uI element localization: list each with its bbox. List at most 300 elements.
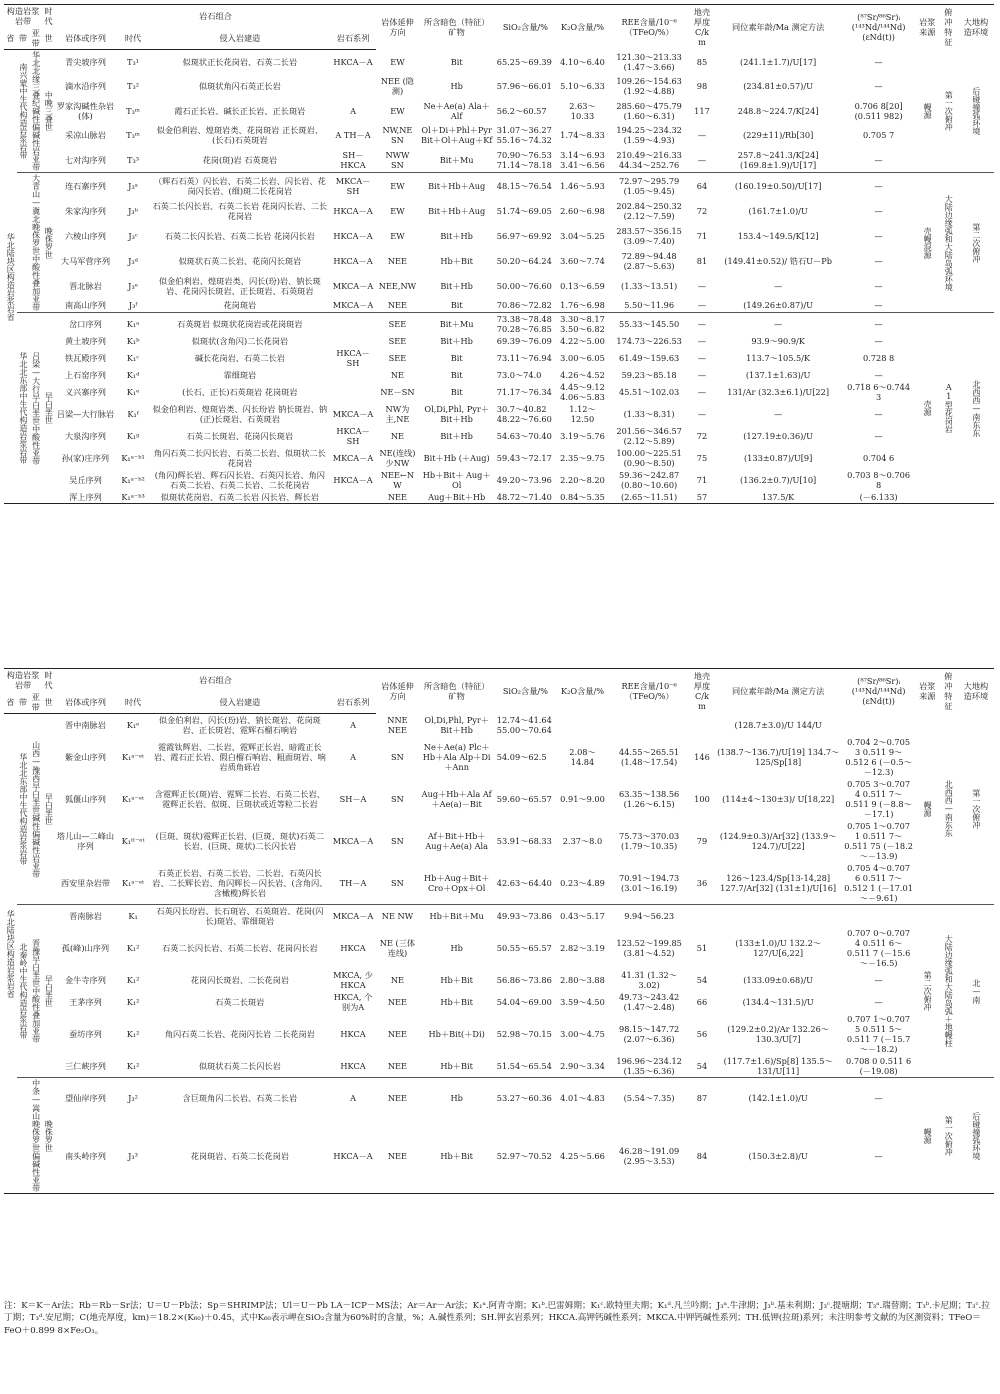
isotope-age-cell: (124.9±0.3)/Ar[32] (133.9～124.7)/U[22] [719, 831, 837, 851]
sio2-cell: 54.09～62.5 [496, 752, 547, 762]
strike-cell: EW [376, 173, 418, 199]
mafic-cell: Hb＋Bit [440, 997, 473, 1007]
sio2-cell: 59.60～65.57 [496, 794, 552, 804]
strike-cell: SN [391, 794, 404, 804]
hdr-sr-nd: (⁸⁷Sr/⁸⁶Sr)ᵢ (¹⁴³Nd/¹⁴⁴Nd) (εNd(t)) [851, 12, 906, 43]
k2o-cell: 2.20～8.20 [560, 475, 605, 485]
isotope-age-cell: (137.1±1.63)/U [745, 370, 811, 380]
strike-cell: NEE [387, 1029, 407, 1039]
hdr-sio2: SiO₂含量/% [502, 686, 548, 697]
subduction-cell: 大陆边缘弧和大陆岛弧＋地幔柱 [939, 905, 958, 1078]
mafic-cell: Hb＋Bit [440, 255, 473, 266]
age-cell: K₁ᵇ [126, 336, 140, 346]
table-row [4, 173, 994, 199]
mafic-cell: Aug＋Bit＋Hb [428, 492, 486, 502]
isotope-age-cell: (234.81±0.57)/U [743, 81, 814, 92]
table-row [4, 98, 994, 122]
intrusive-cell: 石英二长闪长岩、石英二长岩 花岗闪长岩、二长花岗岩 [152, 200, 328, 221]
sr-nd-cell: — [874, 997, 883, 1007]
mafic-cell: Bit＋Hb [440, 336, 473, 346]
crust-cell: 87 [689, 1078, 714, 1119]
crust-cell: — [697, 154, 707, 165]
table-row [4, 991, 994, 1013]
strike-cell: SN [391, 752, 404, 762]
k2o-cell: 4.25～5.66 [560, 1150, 605, 1161]
age-cell: K₁ [116, 905, 150, 928]
mafic-cell: Ol,Di,Phl, Pyr＋Bit＋Hb [424, 714, 489, 735]
table-row [4, 123, 994, 147]
sr-nd-cell: — [842, 313, 916, 336]
strike-cell: NEE,NW [378, 280, 417, 291]
hdr-rock-unit: 岩体或序列 [55, 691, 116, 714]
k2o-cell: 4.45～9.12 4.06～5.83 [560, 382, 605, 402]
hdr-era: 时代 [44, 6, 53, 26]
subbelt-cell: 大青山—冀北晚侏罗世中酸性叠加亚带 [29, 173, 42, 313]
k2o-cell: 3.59～4.50 [560, 997, 605, 1007]
intrusive-cell: 霏细斑岩 [223, 370, 257, 380]
hdr-strike: 岩体延伸方向 [381, 681, 414, 702]
hdr-subduction: 俯冲特征 [944, 671, 953, 712]
series-cell: SH－HKCA [340, 149, 366, 170]
isotope-age-cell: (114±4～130±3)/ U[18,22] [722, 794, 835, 804]
rock-unit-cell: 孙(家)庄序列 [61, 453, 110, 463]
table-row [4, 298, 994, 312]
sr-nd-cell: 0.728 8 [862, 353, 895, 363]
hdr-epoch: 世 [42, 691, 55, 714]
intrusive-cell: 似金伯利岩、煌斑岩类、花岗斑岩 正长斑岩、(长石)石英斑岩 [156, 125, 324, 146]
rock-unit-cell: 晋中南脉岩 [64, 720, 106, 730]
strike-cell: SEE [388, 353, 407, 363]
series-cell: HKCA－A [333, 475, 373, 485]
hdr-k2o: K₂O含量/% [560, 22, 605, 33]
k2o-cell: 1.74～8.33 [560, 130, 605, 141]
series-cell: TH－A [339, 878, 367, 888]
series-cell: HKCA－A [333, 205, 373, 216]
series-cell: A [330, 1078, 377, 1119]
ree-cell: 174.73～226.53 [616, 336, 682, 346]
strike-cell: EW [390, 205, 405, 216]
epoch-cell: 晚侏罗世 [42, 173, 55, 313]
sr-nd-cell: 0.704 6 [862, 453, 895, 463]
table-row [4, 905, 994, 928]
source-cell: 壳源 [916, 313, 939, 504]
hdr-province: 省 [4, 27, 17, 50]
sio2-cell: 70.86～72.82 [496, 300, 552, 311]
source-cell: 壳幔混源 [916, 173, 939, 313]
series-cell [330, 491, 377, 504]
series-cell: MKCA－A [332, 300, 374, 311]
hdr-sio2: SiO₂含量/% [502, 22, 548, 33]
isotope-age-cell: (133±0.87)/U[9] [743, 453, 813, 463]
series-cell: HKCA－A [333, 255, 373, 266]
upper-table-wrap [4, 4, 994, 504]
k2o-cell: 2.90～3.34 [560, 1061, 605, 1071]
intrusive-cell: 石英闪长玢岩、长石斑岩、石英斑岩、花岗(闪长)斑岩、霏细斑岩 [150, 905, 330, 928]
strike-cell: NE(连线) 少NW [379, 448, 416, 468]
table-row [4, 736, 994, 778]
belt-cell [17, 1078, 30, 1194]
series-cell [330, 313, 377, 336]
age-cell: K₁ᵃ⁻ᵉᵗ [121, 752, 145, 762]
table-row [4, 313, 994, 336]
age-cell: T₃¹ [127, 56, 140, 67]
setting-cell: 北西西—南东东 [958, 313, 994, 504]
isotope-age-cell: — [715, 313, 842, 336]
intrusive-cell: 似斑状石英二长岩、花岗闪长斑岩 [178, 255, 302, 266]
sr-nd-cell: — [874, 409, 883, 419]
sio2-cell: 51.74～69.05 [496, 205, 552, 216]
sio2-cell: 53.91～68.33 [496, 836, 552, 846]
intrusive-cell: 碱长花岗岩、石英二长岩 [194, 353, 285, 363]
table-row [4, 223, 994, 248]
isotope-age-cell: — [774, 409, 783, 419]
sr-nd-cell: 0.706 8[20] (0.511 982) [854, 100, 903, 121]
series-cell: SH－A [339, 794, 367, 804]
lower-header-row-1 [4, 669, 994, 692]
crust-cell: 66 [696, 997, 708, 1007]
table-row [4, 1078, 994, 1119]
sr-nd-cell [842, 714, 916, 737]
sr-nd-cell: 0.707 1～0.707 5 0.511 5～0.511 7 (－15.7～－18.2) [846, 1014, 911, 1054]
sr-nd-cell: — [874, 81, 883, 92]
crust-cell: 84 [696, 1150, 708, 1161]
intrusive-cell: 含霓辉正长(斑)岩、霓辉二长岩、石英二长岩、霓辉正长岩、似斑、巨斑状或近等粒二长岩 [154, 789, 325, 809]
age-cell: K₁ᵉ [126, 720, 140, 730]
strike-cell: NEE [387, 300, 407, 311]
rock-unit-cell: 南高山序列 [64, 300, 106, 311]
hdr-belt: 带 [17, 27, 30, 50]
k2o-cell: 2.60～6.98 [560, 205, 605, 216]
table-row [4, 1119, 994, 1194]
ree-cell: 59.36～242.87 (0.80～10.60) [618, 470, 680, 490]
age-cell: K₁ᵃ⁻ᵇ³ [121, 492, 145, 502]
strike-cell: NE [390, 370, 405, 380]
k2o-cell: 1.12～12.50 [569, 404, 596, 424]
sio2-cell: 57.96～66.01 [496, 81, 552, 92]
sio2-cell: 50.00～76.60 [496, 280, 552, 291]
table-row [4, 447, 994, 469]
mafic-cell: Bit [450, 353, 463, 363]
hdr-isotope-age: 同位素年龄/Ma 测定方法 [731, 22, 825, 33]
source-cell: 幔源 [916, 1078, 939, 1194]
hdr-setting: 大地构造环境 [963, 681, 989, 702]
subduction-cell: 大陆边缘弧和大陆岛弧环境 [939, 173, 958, 313]
ree-cell: 46.28～191.09 (2.95～3.53) [618, 1145, 680, 1166]
isotope-age-cell: 248.8～224.7/K[24] [737, 105, 819, 116]
k2o-cell: 2.63～10.33 [569, 100, 596, 121]
isotope-age-cell: (149.41±0.52)/ 锆石U－Pb [724, 255, 832, 266]
k2o-cell: 0.43～5.17 [556, 905, 609, 928]
isotope-age-cell: (127.19±0.36)/U [743, 431, 814, 441]
strike-cell: NEE [387, 1150, 407, 1161]
sio2-cell: 50.20～64.24 [496, 255, 552, 266]
intrusive-cell: 霞石正长岩、碱长正长岩、正长斑岩 [174, 105, 306, 116]
sr-nd-cell: 0.718 6～0.744 3 [847, 382, 911, 402]
crust-cell: — [697, 280, 707, 291]
crust-cell: 72 [696, 431, 708, 441]
table-row [4, 335, 994, 347]
k2o-cell: 2.80～3.88 [560, 975, 605, 985]
strike-cell: NE NW [376, 905, 418, 928]
series-cell: MKCA－SH [330, 173, 377, 199]
k2o-cell: 5.10～6.33 [560, 81, 605, 92]
sio2-cell: 42.63～64.40 [496, 878, 552, 888]
intrusive-cell: 似斑状角闪石英正长岩 [198, 81, 281, 92]
sio2-cell: 49.93～73.86 [495, 905, 556, 928]
hdr-setting: 大地构造环境 [963, 17, 989, 38]
strike-cell: NNE NEE [387, 714, 408, 735]
sr-nd-cell: 0.705 7 [862, 130, 895, 141]
age-cell: K₁ᶠ [127, 409, 139, 419]
table-row [4, 369, 994, 381]
isotope-age-cell: 153.4～149.5/K[12] [737, 230, 819, 241]
isotope-age-cell: (150.3±2.8)/U [748, 1150, 808, 1161]
sio2-cell: 48.15～76.54 [495, 173, 556, 199]
strike-cell: NE－SN [380, 387, 415, 397]
upper-table [4, 4, 994, 504]
table-row [4, 491, 994, 504]
k2o-cell [556, 714, 609, 737]
rock-unit-cell: 吴丘序列 [69, 475, 102, 485]
age-cell: T₃² [127, 81, 140, 92]
intrusive-cell: 花岗闪长斑岩、二长花岗岩 [190, 975, 289, 985]
sr-nd-cell: 0.707 0～0.707 4 0.511 6～0.511 7 (－15.6～－16.5) [846, 928, 911, 968]
ree-cell: 98.15～147.72 (2.07～6.36) [618, 1024, 680, 1044]
sr-nd-cell: — [874, 431, 883, 441]
series-cell [330, 74, 377, 98]
epoch-cell: 早白垩世 [42, 905, 55, 1078]
mafic-cell: Hb＋Bit(＋Di) [428, 1029, 485, 1039]
crust-cell: 98 [696, 81, 708, 92]
sr-nd-cell: (－6.133) [859, 492, 898, 502]
table-row [4, 50, 994, 74]
hdr-rock-unit: 岩体或序列 [55, 27, 116, 50]
rock-unit-cell: 六棱山序列 [64, 230, 106, 241]
ree-cell: (1.33～8.31) [623, 409, 675, 419]
crust-cell [689, 905, 714, 928]
intrusive-cell: (长石、正长)石英斑岩 花岗斑岩 [182, 387, 298, 397]
sio2-cell: 56.2～60.57 [496, 105, 547, 116]
age-cell: K₁ᵃ⁻ᵉᵗ [121, 878, 145, 888]
strike-cell: NEE [376, 1078, 418, 1119]
crust-cell: — [697, 353, 707, 363]
rock-unit-cell: 黄土坡序列 [64, 336, 106, 346]
table-row [4, 74, 994, 98]
mafic-cell: Hb [450, 81, 463, 92]
isotope-age-cell: 93.9～90.9/K [751, 336, 805, 346]
hdr-age: 时代 [116, 691, 150, 714]
age-cell: T₃³ [127, 154, 140, 165]
province-cell: 华北陆块区构造岩浆岩省 [6, 909, 16, 998]
rock-unit-cell: 滴水沿序列 [64, 81, 106, 92]
source-cell: 幔源 [923, 102, 933, 119]
rock-unit-cell: 狐偃山序列 [64, 794, 106, 804]
isotope-age-cell [715, 905, 842, 928]
intrusive-cell: (角闪)辉长岩、辉石闪长岩、石英闪长岩、角闪石英二长岩、石英二长岩、二长花岗岩 [154, 470, 325, 490]
sr-nd-cell: — [874, 300, 883, 311]
hdr-series: 岩石系列 [330, 691, 377, 714]
subbelt-cell: 吕梁—大行早白垩世中酸性亚带 [29, 313, 42, 504]
k2o-cell: 2.08～14.84 [569, 747, 596, 767]
age-cell: K₁ᵍ [126, 431, 140, 441]
hdr-province: 省 [4, 691, 17, 714]
rock-unit-cell: 吕梁—大行脉岩 [56, 409, 115, 419]
upper-header-row-1 [4, 5, 994, 28]
setting-cell: 第二次俯冲 [958, 173, 994, 313]
age-cell: K₁ᵃ⁻ᵇ¹ [121, 453, 145, 463]
ree-cell: 49.73～243.42 (1.47～2.48) [618, 992, 680, 1012]
sr-nd-cell: 0.704 2～0.705 3 0.511 9～0.512 6 (－0.5～－12.3) [845, 737, 912, 777]
age-cell: K₁ᵉ [126, 387, 140, 397]
crust-cell: 71 [696, 230, 708, 241]
hdr-rock-assemblage: 岩石组合 [199, 675, 232, 685]
age-cell: T₃ᵐ [126, 105, 140, 116]
rock-unit-cell: 铁瓦殿序列 [64, 353, 106, 363]
strike-cell: SEE [388, 336, 407, 346]
sr-nd-cell: 0.705 4～0.707 6 0.511 7～0.512 1 (－17.01～－9.61) [844, 863, 913, 903]
mafic-cell: Ne＋Ae(a) Plc＋Hb＋Ala Alp＋Di＋Ann [422, 742, 491, 772]
table-row [4, 248, 994, 273]
table-row [4, 198, 994, 223]
age-cell: K₁² [126, 943, 140, 953]
mafic-cell: Hb＋Bit [440, 1150, 473, 1161]
rock-unit-cell: 采凉山脉岩 [64, 130, 106, 141]
lower-table-body [4, 714, 994, 1194]
series-cell: A [350, 720, 356, 730]
sr-nd-cell [842, 905, 916, 928]
table-row [4, 1013, 994, 1055]
ree-cell: 201.56～346.57 (2.12～5.89) [616, 426, 682, 446]
k2o-cell: 0.13～6.59 [560, 280, 605, 291]
sio2-cell: 52.98～70.15 [496, 1029, 552, 1039]
sr-nd-cell: — [842, 1078, 916, 1119]
k2o-cell: 3.60～7.74 [560, 255, 605, 266]
sr-nd-cell: — [874, 975, 883, 985]
rock-unit-cell: 南头岭序列 [64, 1150, 106, 1161]
k2o-cell: 3.14～6.93 3.41～6.56 [560, 149, 605, 170]
hdr-isotope-age: 同位素年龄/Ma 测定方法 [731, 686, 825, 697]
crust-cell: — [697, 130, 707, 141]
ree-cell: 59.23～85.18 [621, 370, 677, 380]
strike-cell: NEE [387, 997, 407, 1007]
sio2-cell: 51.54～65.54 [496, 1061, 552, 1071]
hdr-intrusive: 侵入岩建造 [150, 691, 330, 714]
series-cell [330, 335, 377, 347]
hdr-series: 岩石系列 [330, 27, 377, 50]
crust-cell: 146 [694, 752, 710, 762]
series-cell: MKCA－A [332, 280, 374, 291]
k2o-cell: 2.35～9.75 [560, 453, 605, 463]
intrusive-cell: 花岗(斑)岩 石英斑岩 [202, 154, 278, 165]
ree-cell: 72.89～94.48 (2.87～5.63) [621, 250, 677, 271]
series-cell [330, 381, 377, 403]
subbelt-cell: 中条—嵩山晚侏罗世偏碱性亚带 [29, 1078, 42, 1194]
strike-cell: NE [390, 431, 405, 441]
belt-cell: 华北北东部中生代构造岩浆岩带 [18, 753, 28, 865]
k2o-cell: 3.00～4.75 [560, 1029, 605, 1039]
k2o-cell: 3.19～5.76 [560, 431, 605, 441]
mafic-cell: Ne＋Ae(a) Ala＋Alf [423, 100, 490, 121]
series-cell: MKCA－A [332, 409, 374, 419]
rock-unit-cell: 义兴寨序列 [64, 387, 106, 397]
intrusive-cell: 石英二长闪长岩、石英二长岩、花岗闪长岩 [162, 943, 318, 953]
hdr-crust: 地壳厚度C/km [693, 671, 711, 712]
sr-nd-cell: — [874, 205, 883, 216]
strike-cell: EW [390, 56, 405, 67]
sio2-cell: 52.97～70.52 [496, 1150, 552, 1161]
table-row [4, 381, 994, 403]
mafic-cell: Hb＋Aug＋Bit＋ Cro＋Opx＋Ol [424, 873, 490, 893]
mafic-cell: Hb＋Bit [440, 1061, 473, 1071]
sr-nd-cell: 0.705 3～0.707 4 0.511 7～0.511 9 (－8.8～－17.1) [845, 779, 912, 819]
ree-cell: 194.25～234.32 (1.59～4.93) [616, 125, 682, 146]
crust-cell: 64 [689, 173, 714, 199]
rock-unit-cell: 王茅序列 [69, 997, 102, 1007]
age-cell: J₃ᶜ [128, 230, 138, 241]
sio2-cell: 54.04～69.00 [496, 997, 552, 1007]
sr-nd-cell: 0.705 1～0.707 1 0.511 7～0.511 75 (－18.2～－13.9) [844, 821, 913, 861]
setting-cell: 后碰撞弧环境 [971, 86, 981, 135]
series-cell: MKCA－A [332, 453, 374, 463]
isotope-age-cell: (134.4～131.5)/U [742, 997, 814, 1007]
sio2-cell: 59.43～72.17 [496, 453, 552, 463]
upper-table-body [4, 50, 994, 504]
crust-cell: — [697, 370, 707, 380]
series-cell: MKCA, 少HKCA [333, 970, 373, 990]
crust-cell: 54 [696, 975, 708, 985]
epoch-cell: 早白垩世 [44, 793, 54, 825]
hdr-rock-assemblage: 岩石组合 [199, 11, 232, 21]
rock-unit-cell: 紫金山序列 [64, 752, 106, 762]
table-row [4, 347, 994, 369]
hdr-age: 时代 [116, 27, 150, 50]
sr-nd-cell: — [874, 336, 883, 346]
epoch-cell: 晚侏罗世 [42, 1078, 55, 1194]
rock-unit-cell: 朱家沟序列 [64, 205, 106, 216]
hdr-epoch: 世 [42, 27, 55, 50]
isotope-age-cell: (149.26±0.87)/U [743, 300, 814, 311]
intrusive-cell: 石英二长斑岩 [215, 997, 265, 1007]
sr-nd-cell: 0.708 0 0.511 6 (－19.08) [846, 1056, 912, 1076]
hdr-belt: 带 [17, 691, 30, 714]
subbelt-cell: 山西—豫西早白垩世碱性偏碱性岩亚带 [31, 740, 41, 878]
series-cell: HKCA [340, 943, 366, 953]
sio2-cell: 30.7～40.82 48.22～76.60 [496, 404, 552, 424]
age-cell: J₃² [116, 1078, 150, 1119]
sr-nd-cell: — [874, 370, 883, 380]
age-cell: T₃ᵐ [126, 130, 140, 141]
age-cell: J₃ᵉ [128, 280, 138, 291]
age-cell: K₁ᵃ⁻ᵉᵗ [121, 794, 145, 804]
sr-nd-cell: — [874, 154, 883, 165]
hdr-mafic: 所含暗色（特征）矿物 [423, 681, 490, 702]
intrusive-cell: （辉石石英）闪长岩、石英二长岩、闪长岩、花岗闪长岩、(细)斑二长花岗岩 [150, 173, 330, 199]
strike-cell: NW为主,NE [385, 404, 410, 424]
table-row [4, 862, 994, 905]
sr-nd-cell: 0.703 8～0.706 8 [847, 470, 911, 490]
subduction-cell: 第一次俯冲 [939, 1078, 958, 1194]
crust-cell: 56 [696, 1029, 708, 1039]
mafic-cell: Hb [450, 943, 463, 953]
sr-nd-cell: — [874, 280, 883, 291]
crust-cell: — [697, 409, 707, 419]
ree-cell: 45.51～102.03 [618, 387, 680, 397]
table-row [4, 273, 994, 298]
crust-cell: 72 [696, 205, 708, 216]
age-cell: K₁² [126, 1061, 140, 1071]
intrusive-cell: 石英正长岩、石英二长岩、二长岩、石英闪长岩、二长辉长岩、角闪辉长－闪长岩、(含角闪、含橄榄)辉长岩 [152, 868, 328, 898]
mafic-cell: Bit＋Hb [440, 280, 473, 291]
